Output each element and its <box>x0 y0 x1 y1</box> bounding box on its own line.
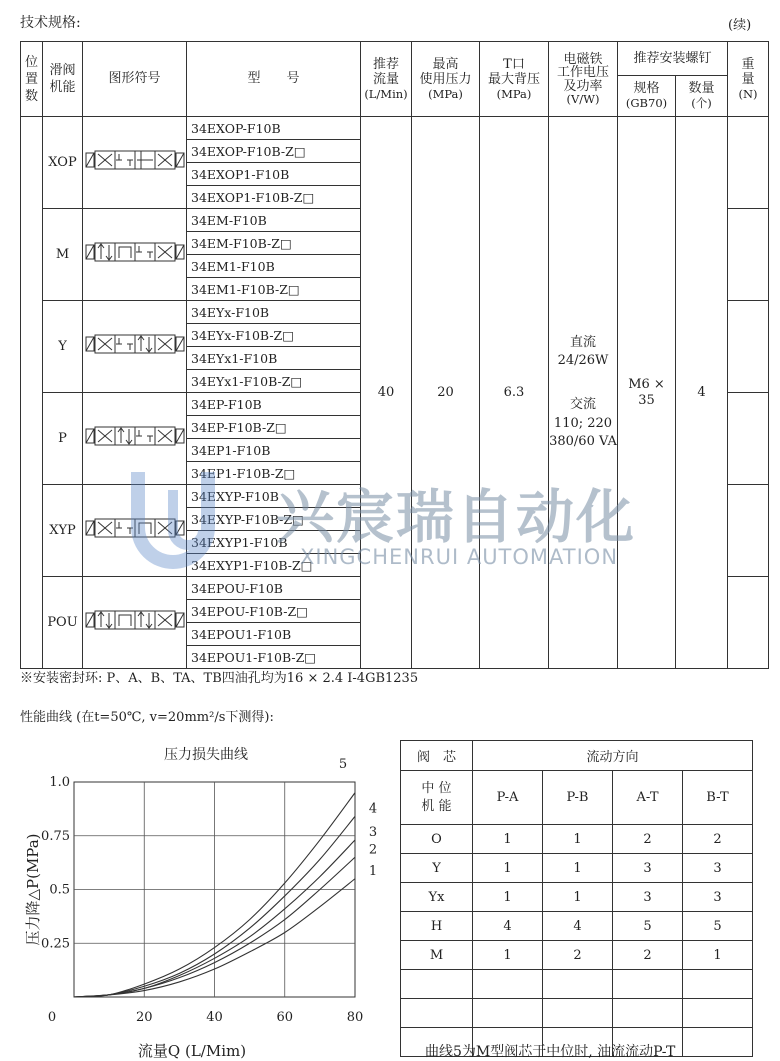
function-cell: XYP <box>43 485 83 577</box>
model-cell: 34EYx-F10B <box>187 301 361 324</box>
ratio-col-pa: P-A <box>473 771 543 825</box>
valve-symbol-stroke <box>95 611 115 629</box>
spool-name-cell: O <box>401 825 473 854</box>
ratio-header-middle-l2: 机 能 <box>421 798 452 814</box>
function-cell: Y <box>43 301 83 393</box>
symbol-cell <box>83 117 187 209</box>
bolt-spec-value: M6 × 35 <box>628 376 665 408</box>
model-cell: 34EXYP1-F10B <box>187 531 361 554</box>
y-tick-label: 0.75 <box>41 828 70 844</box>
valve-symbol-stroke <box>115 243 135 261</box>
empty-cell <box>683 999 753 1028</box>
empty-cell <box>543 999 613 1028</box>
function-cell: POU <box>43 577 83 669</box>
model-cell: 34EP1-F10B <box>187 439 361 462</box>
function-cell: M <box>43 209 83 301</box>
valve-symbol-stroke <box>115 427 135 445</box>
spool-name-cell: Y <box>401 854 473 883</box>
ratio-header-spool: 阀 芯 <box>401 741 473 771</box>
ratio-header-middle-l1: 中 位 <box>421 780 452 796</box>
valve-symbol-stroke <box>176 613 184 627</box>
header-weight-l2: 量 <box>741 72 755 88</box>
empty-cell <box>683 970 753 999</box>
header-model: 型 号 <box>187 42 361 117</box>
model-cell: 34EPOU1-F10B <box>187 623 361 646</box>
position-cell <box>21 117 43 669</box>
valve-symbol-icon <box>85 331 185 357</box>
valve-symbol-stroke <box>86 153 94 167</box>
y-tick-label: 1.0 <box>49 775 70 790</box>
header-flow-l1: 推荐 <box>372 56 399 72</box>
ratio-col-at: A-T <box>613 771 683 825</box>
seal-note: ※安装密封环: P、A、B、TA、TB四油孔均为16 × 2.4 I-4GB1235 <box>20 671 419 686</box>
header-symbol: 图形符号 <box>83 42 187 117</box>
ratio-value-cell: 2 <box>613 941 683 970</box>
header-backpressure-l2: 最大背压 <box>487 72 540 88</box>
ratio-header-middle <box>401 771 473 825</box>
header-pressure-l2: 使用压力 <box>419 72 472 88</box>
model-cell: 34EP-F10B-Z□ <box>187 416 361 439</box>
table-row-empty <box>401 970 753 999</box>
header-flow-l3: (L/Min) <box>364 86 408 101</box>
valve-symbol-stroke <box>176 337 184 351</box>
ratio-value-cell: 2 <box>613 825 683 854</box>
weight-cell <box>728 117 769 209</box>
model-cell: 34EP-F10B <box>187 393 361 416</box>
empty-cell <box>401 999 473 1028</box>
header-position-text: 位置数 <box>24 54 38 104</box>
header-bolt-qty <box>676 76 728 117</box>
header-backpressure <box>480 42 549 117</box>
valve-symbol-stroke <box>139 523 151 534</box>
x-tick-label: 20 <box>135 1010 153 1025</box>
ratio-value-cell: 3 <box>613 854 683 883</box>
model-cell: 34EP1-F10B-Z□ <box>187 462 361 485</box>
valve-symbol-stroke <box>135 611 155 629</box>
valve-symbol-stroke <box>86 613 94 627</box>
table-row <box>401 883 753 912</box>
ratio-caption: 曲线5为M型阀芯于中位时, 油流流动P-T <box>425 1044 676 1060</box>
model-cell: 34EM1-F10B <box>187 255 361 278</box>
weight-cell <box>728 577 769 669</box>
header-solenoid-l1: 电磁铁 <box>563 51 603 67</box>
valve-symbol-stroke <box>86 429 94 443</box>
empty-cell <box>543 970 613 999</box>
weight-cell <box>728 301 769 393</box>
header-bolts: 推荐安装螺钉 <box>618 42 728 76</box>
symbol-cell <box>83 577 187 669</box>
weight-cell <box>728 209 769 301</box>
symbol-cell <box>83 485 187 577</box>
valve-symbol-icon <box>85 239 185 265</box>
empty-cell <box>401 970 473 999</box>
bolt-spec-cell <box>618 117 676 669</box>
header-weight-l3: (N) <box>738 86 758 101</box>
model-cell: 34EXOP-F10B-Z□ <box>187 140 361 163</box>
flow-value: 40 <box>377 384 395 400</box>
weight-cell <box>728 485 769 577</box>
ratio-col-bt: B-T <box>683 771 753 825</box>
header-backpressure-l1: T口 <box>503 56 525 72</box>
header-bolt-qty-l1: 数量 <box>688 81 715 97</box>
ratio-value-cell: 1 <box>473 883 543 912</box>
continued-label: (续) <box>728 18 752 33</box>
table-row <box>401 825 753 854</box>
header-solenoid <box>549 42 618 117</box>
valve-symbol-icon <box>85 515 185 541</box>
model-cell: 34EPOU-F10B <box>187 577 361 600</box>
header-backpressure-l3: (MPa) <box>496 86 532 101</box>
ratio-value-cell: 4 <box>543 912 613 941</box>
model-cell: 34EYx-F10B-Z□ <box>187 324 361 347</box>
valve-symbol-stroke <box>86 337 94 351</box>
valve-symbol-icon <box>85 607 185 633</box>
ratio-value-cell: 1 <box>543 825 613 854</box>
empty-cell <box>613 999 683 1028</box>
spool-name-cell: Yx <box>401 883 473 912</box>
header-pressure <box>412 42 480 117</box>
ratio-value-cell: 1 <box>473 941 543 970</box>
ratio-value-cell: 2 <box>543 941 613 970</box>
solenoid-ac-line: 交流 <box>569 397 596 413</box>
ratio-value-cell: 5 <box>613 912 683 941</box>
function-cell: P <box>43 393 83 485</box>
valve-symbol-stroke <box>135 335 155 353</box>
header-pressure-l1: 最高 <box>432 56 459 72</box>
header-solenoid-l3: 及功率 <box>563 78 603 94</box>
header-bolt-qty-l2: (个) <box>691 95 712 110</box>
curve-note: 性能曲线 (在t=50℃, v=20mm²/s下测得): <box>20 710 274 725</box>
spacer <box>549 370 617 396</box>
ratio-value-cell: 1 <box>543 854 613 883</box>
ratio-value-cell: 1 <box>543 883 613 912</box>
symbol-cell <box>83 209 187 301</box>
spec-title: 技术规格: <box>20 15 81 31</box>
spool-name-cell: H <box>401 912 473 941</box>
table-row <box>401 941 753 970</box>
valve-symbol-stroke <box>119 247 131 258</box>
model-cell: 34EM-F10B <box>187 209 361 232</box>
model-cell: 34EXYP-F10B-Z□ <box>187 508 361 531</box>
header-weight <box>728 42 769 117</box>
valve-symbol-icon <box>85 423 185 449</box>
spec-table <box>20 41 769 669</box>
bolt-qty-cell <box>676 117 728 669</box>
valve-symbol-stroke <box>176 153 184 167</box>
empty-cell <box>683 1028 753 1057</box>
watermark-cn: 兴宸瑞自动化 <box>276 483 637 551</box>
flow-cell <box>361 117 412 669</box>
ratio-col-pb: P-B <box>543 771 613 825</box>
ratio-value-cell: 2 <box>683 825 753 854</box>
symbol-cell <box>83 393 187 485</box>
valve-symbol-stroke <box>86 521 94 535</box>
series-label-2: 2 <box>368 842 378 858</box>
valve-symbol-stroke <box>176 245 184 259</box>
model-cell: 34EXYP-F10B <box>187 485 361 508</box>
ratio-value-cell: 3 <box>683 854 753 883</box>
backpressure-cell <box>480 117 549 669</box>
pressure-value: 20 <box>437 384 454 400</box>
model-cell: 34EPOU-F10B-Z□ <box>187 600 361 623</box>
ratio-value-cell: 1 <box>473 854 543 883</box>
x-tick-label: 40 <box>206 1010 223 1025</box>
ratio-header-direction: 流动方向 <box>473 741 753 771</box>
model-cell: 34EM1-F10B-Z□ <box>187 278 361 301</box>
series-label-4: 4 <box>368 801 378 817</box>
valve-symbol-stroke <box>115 611 135 629</box>
model-cell: 34EXOP1-F10B-Z□ <box>187 186 361 209</box>
solenoid-cell <box>549 117 618 669</box>
model-cell: 34EYx1-F10B <box>187 347 361 370</box>
watermark-en: XINGCHENRUI AUTOMATION <box>300 545 619 569</box>
x-tick-label: 80 <box>346 1010 364 1025</box>
solenoid-dc-line: 直流 <box>569 335 596 351</box>
ratio-value-cell: 3 <box>613 883 683 912</box>
ratio-value-cell: 4 <box>473 912 543 941</box>
header-position <box>21 42 43 117</box>
x-tick-label: 60 <box>276 1010 294 1025</box>
valve-symbol-stroke <box>176 429 184 443</box>
table-row <box>401 912 753 941</box>
model-cell: 34EPOU1-F10B-Z□ <box>187 646 361 669</box>
weight-cell <box>728 393 769 485</box>
bolt-qty-value: 4 <box>697 384 706 400</box>
model-cell: 34EYx1-F10B-Z□ <box>187 370 361 393</box>
ratio-value-cell: 1 <box>473 825 543 854</box>
spool-name-cell: M <box>401 941 473 970</box>
header-function-text: 滑阀机能 <box>49 63 76 95</box>
solenoid-ac-line: 380/60 VA <box>549 433 617 449</box>
model-cell: 34EXYP1-F10B-Z□ <box>187 554 361 577</box>
model-cell: 34EM-F10B-Z□ <box>187 232 361 255</box>
model-cell: 34EXOP-F10B <box>187 117 361 140</box>
backpressure-value: 6.3 <box>503 384 525 400</box>
chart-title: 压力损失曲线 <box>164 747 248 763</box>
ratio-value-cell: 3 <box>683 883 753 912</box>
pressure-cell <box>412 117 480 669</box>
valve-symbol-stroke <box>86 245 94 259</box>
valve-symbol-stroke <box>95 243 115 261</box>
valve-symbol-icon <box>85 147 185 173</box>
symbol-cell <box>83 301 187 393</box>
x-axis-label: 流量Q (L/Mim) <box>137 1042 247 1060</box>
function-cell: XOP <box>43 117 83 209</box>
header-function <box>43 42 83 117</box>
solenoid-dc-line: 24/26W <box>557 353 609 369</box>
header-bolt-spec <box>618 76 676 117</box>
valve-symbol-stroke <box>119 615 131 626</box>
ratio-value-cell: 5 <box>683 912 753 941</box>
header-flow <box>361 42 412 117</box>
header-flow-l2: 流量 <box>372 72 399 88</box>
curve-ratio-table <box>400 740 753 1057</box>
y-tick-label: 0.5 <box>49 882 70 898</box>
series-label-3: 3 <box>368 825 378 841</box>
valve-symbol-stroke <box>135 519 155 537</box>
header-solenoid-l2: 工作电压 <box>556 65 609 81</box>
header-bolt-spec-l2: (GB70) <box>625 95 668 110</box>
header-solenoid-l4: (V/W) <box>566 92 600 107</box>
series-label-5: 5 <box>338 757 348 772</box>
header-pressure-l3: (MPa) <box>428 86 463 101</box>
empty-cell <box>473 970 543 999</box>
solenoid-ac-line: 110; 220 <box>553 415 613 431</box>
header-weight-l1: 重 <box>741 56 755 72</box>
y-axis-label: 压力降△P(MPa) <box>24 833 42 946</box>
empty-cell <box>613 970 683 999</box>
series-label-1: 1 <box>368 863 378 879</box>
ratio-value-cell: 1 <box>683 941 753 970</box>
empty-cell <box>473 999 543 1028</box>
spec-row <box>21 117 769 140</box>
valve-symbol-stroke <box>176 521 184 535</box>
pressure-loss-chart <box>0 730 395 1061</box>
x-tick-label: 0 <box>47 1010 57 1025</box>
y-tick-label: 0.25 <box>41 936 70 952</box>
table-row <box>401 854 753 883</box>
header-bolt-spec-l1: 规格 <box>633 81 660 97</box>
model-cell: 34EXOP1-F10B <box>187 163 361 186</box>
table-row-empty <box>401 999 753 1028</box>
